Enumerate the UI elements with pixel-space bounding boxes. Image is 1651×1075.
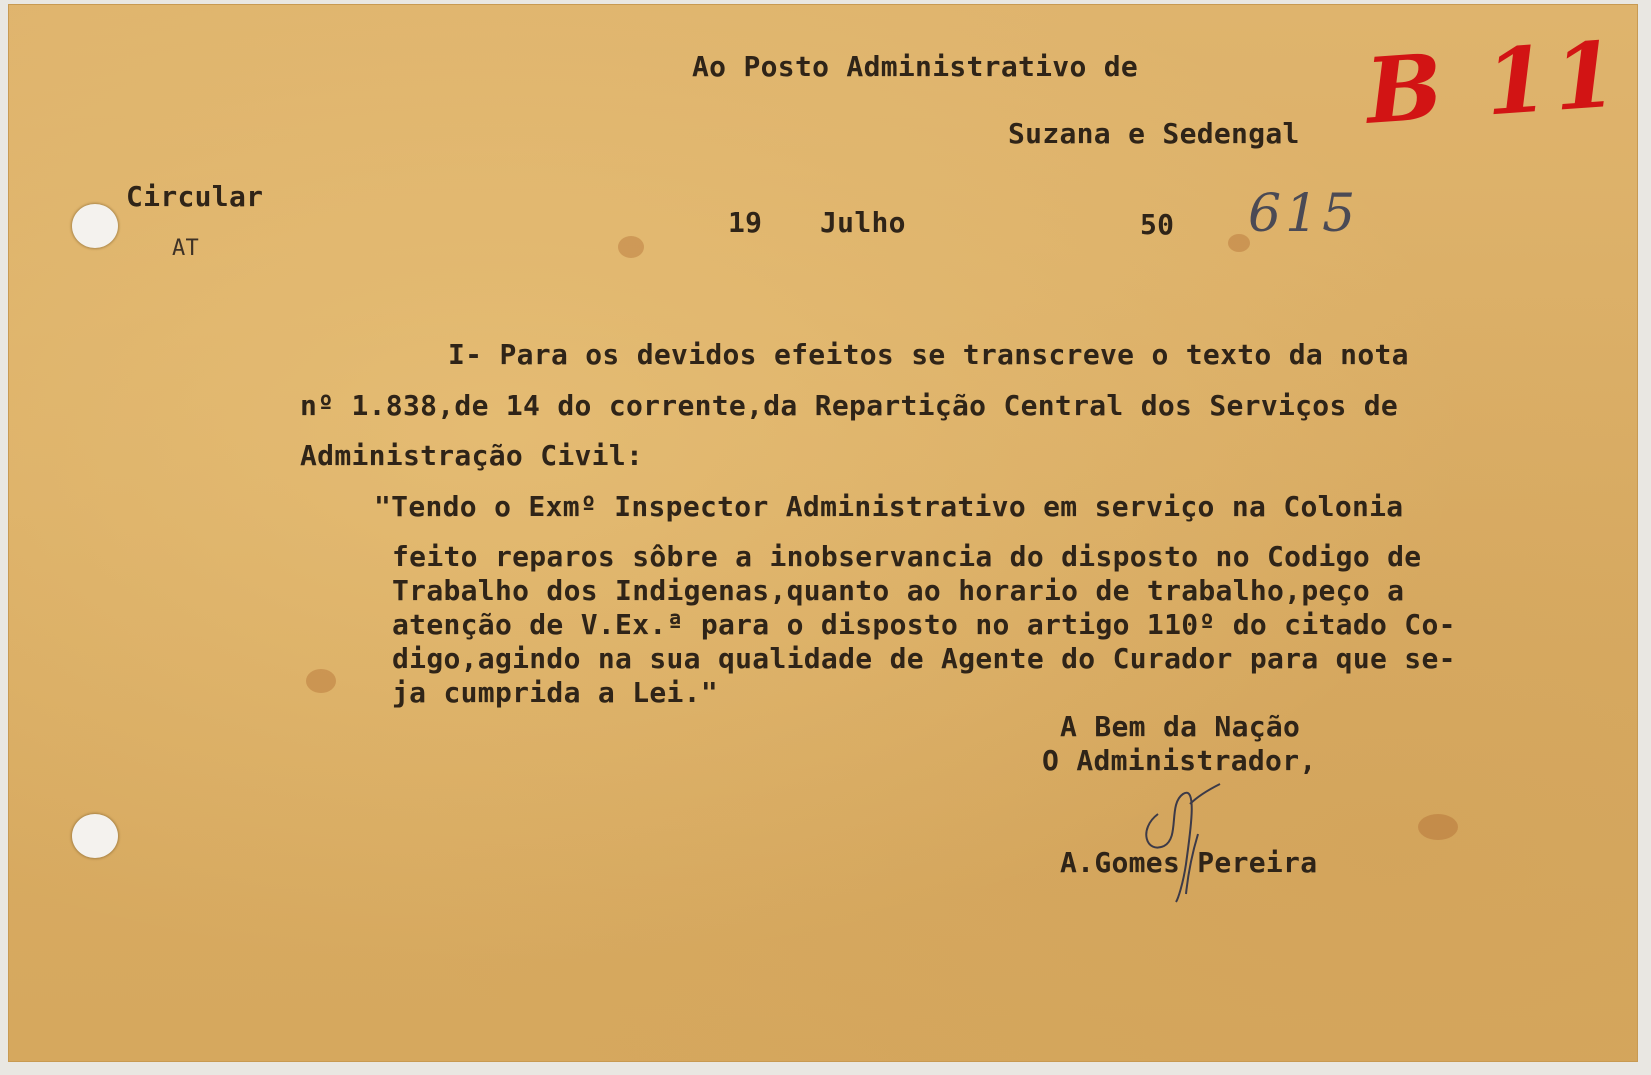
date-month: Julho bbox=[820, 206, 906, 239]
quote-line-1: "Tendo o Exmº Inspector Administrativo em serviço na Colonia bbox=[374, 490, 1404, 523]
red-archive-mark: B 11 bbox=[1362, 21, 1627, 145]
signature bbox=[1128, 774, 1238, 904]
addressee-line-1: Ao Posto Administrativo de bbox=[692, 50, 1139, 83]
paragraph-line-1: I- Para os devidos efeitos se transcreve o texto da nota bbox=[448, 338, 1409, 371]
date-year: 50 bbox=[1140, 208, 1175, 241]
circular-code: AT bbox=[172, 236, 200, 261]
quote-line-3: Trabalho dos Indigenas,quanto ao horario de trabalho,peço a bbox=[392, 574, 1405, 607]
quote-line-5: digo,agindo na sua qualidade de Agente do Curador para que se- bbox=[392, 642, 1456, 675]
punch-hole-bottom bbox=[72, 814, 118, 858]
signer-name: A.Gomes Pereira bbox=[1060, 846, 1318, 879]
stain bbox=[1228, 234, 1250, 252]
quote-line-2: feito reparos sôbre a inobservancia do disposto no Codigo de bbox=[392, 540, 1422, 573]
stain bbox=[618, 236, 644, 258]
paragraph-line-2: nº 1.838,de 14 do corrente,da Repartição Central dos Serviços de bbox=[300, 389, 1399, 422]
circular-label: Circular bbox=[126, 180, 264, 213]
quote-line-4: atenção de V.Ex.ª para o disposto no artigo 110º do citado Co- bbox=[392, 608, 1456, 641]
document-sheet bbox=[8, 4, 1638, 1062]
paragraph-line-3: Administração Civil: bbox=[300, 439, 644, 472]
date-day: 19 bbox=[728, 206, 763, 239]
stain bbox=[1418, 814, 1458, 840]
closing-title: O Administrador, bbox=[1042, 744, 1317, 777]
punch-hole-top bbox=[72, 204, 118, 248]
quote-line-6: ja cumprida a Lei." bbox=[392, 676, 718, 709]
addressee-line-2: Suzana e Sedengal bbox=[1008, 117, 1300, 150]
closing-salutation: A Bem da Nação bbox=[1060, 710, 1301, 743]
handwritten-number: 615 bbox=[1248, 184, 1360, 244]
stain bbox=[306, 669, 336, 693]
